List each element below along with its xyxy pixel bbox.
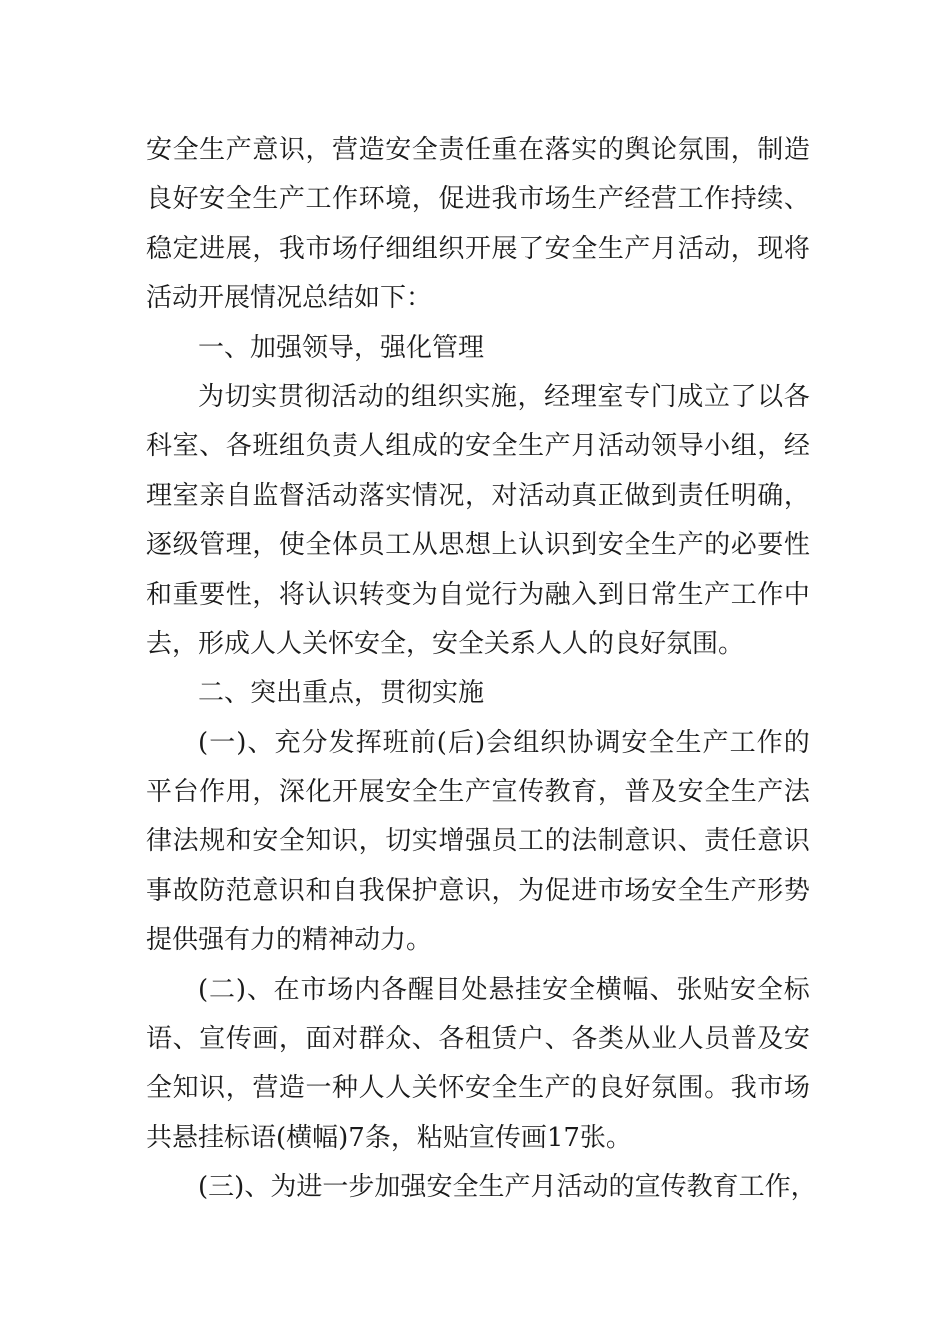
text-line: 提供强有力的精神动力。 <box>146 925 433 956</box>
text-line: 平 台 作 用 ， 深 化 开 展 安 全 生 产 宣 传 教 育 ， 普 及 安 全 生 产 法 <box>146 777 810 808</box>
text-line: 良 好 安 全 生 产 工 作 环 境 ， 促 进 我 市 场 生 产 经 营 工 作 持 续 、 <box>146 184 810 215</box>
text-line: ( 三 ) 、 为 进 一 步 加 强 安 全 生 产 月 活 动 的 宣 传 教 育 工 作 ， <box>198 1172 817 1203</box>
text-line: 去，形成人人关怀安全，安全关系人人的良好氛围。 <box>146 628 745 659</box>
document-body <box>146 126 817 1213</box>
text-line: 和 重 要 性 ， 将 认 识 转 变 为 自 觉 行 为 融 入 到 日 常 生 产 工 作 中 <box>146 579 810 610</box>
text-line: 为 切 实 贯 彻 活 动 的 组 织 实 施 ， 经 理 室 专 门 成 立 了 以 各 <box>198 381 810 412</box>
text-line: 全 知 识 ， 营 造 一 种 人 人 关 怀 安 全 生 产 的 良 好 氛 围 。 我 市 场 <box>146 1073 810 1104</box>
text-line: 科 室 、 各 班 组 负 责 人 组 成 的 安 全 生 产 月 活 动 领 导 小 组 ， 经 <box>146 431 810 462</box>
text-line: 事 故 防 范 意 识 和 自 我 保 护 意 识 ， 为 促 进 市 场 安 全 生 产 形 势 <box>146 875 810 906</box>
text-line: 稳 定 进 展 ， 我 市 场 仔 细 组 织 开 展 了 安 全 生 产 月 活 动 ， 现 将 <box>146 233 810 264</box>
text-line: ( 二 ) 、 在 市 场 内 各 醒 目 处 悬 挂 安 全 横 幅 、 张 贴 安 全 标 <box>198 974 810 1005</box>
text-line: 理 室 亲 自 监 督 活 动 落 实 情 况 ， 对 活 动 真 正 做 到 责 任 明 确 ， <box>146 480 810 511</box>
text-line: 语 、 宣 传 画 ， 面 对 群 众 、 各 租 赁 户 、 各 类 从 业 人 员 普 及 安 <box>146 1024 810 1055</box>
text-line: 律 法 规 和 安 全 知 识 ， 切 实 增 强 员 工 的 法 制 意 识 、 责 任 意 识 <box>146 826 810 857</box>
section-heading: 一、加强领导，强化管理 <box>198 332 485 363</box>
text-line: 逐 级 管 理 ， 使 全 体 员 工 从 思 想 上 认 识 到 安 全 生 产 的 必 要 性 <box>146 530 810 561</box>
text-line: 活动开展情况总结如下： <box>146 283 433 314</box>
text-line: 共悬挂标语(横幅)7条，粘贴宣传画17张。 <box>146 1122 632 1153</box>
section-heading: 二、突出重点，贯彻实施 <box>198 678 485 709</box>
text-line: ( 一 ) 、 充 分 发 挥 班 前 ( 后 ) 会 组 织 协 调 安 全 生 产 工 作 的 <box>198 727 810 758</box>
text-line: 安 全 生 产 意 识 ， 营 造 安 全 责 任 重 在 落 实 的 舆 论 氛 围 ， 制 造 <box>146 135 810 165</box>
